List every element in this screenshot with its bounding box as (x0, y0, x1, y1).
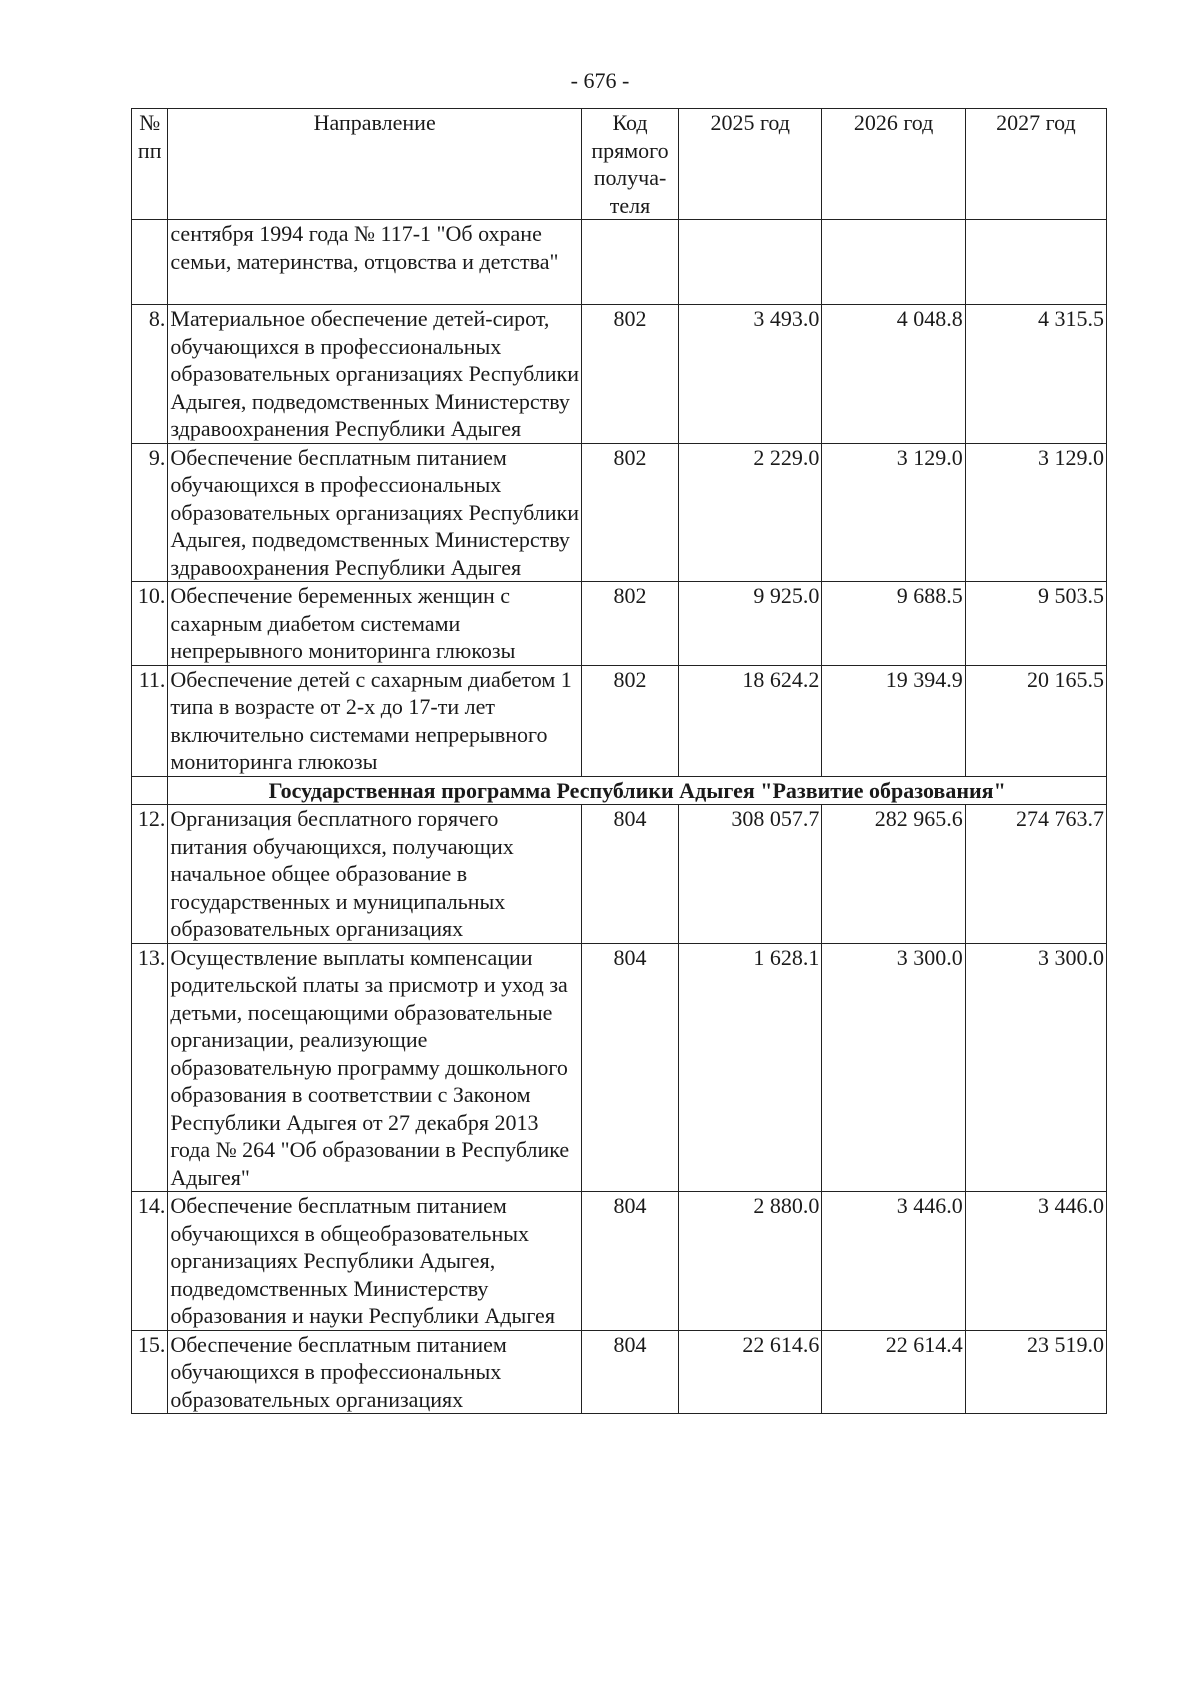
cell-2027: 23 519.0 (965, 1330, 1106, 1414)
header-num: № пп (132, 109, 168, 220)
cell-num (132, 220, 168, 305)
cell-code: 804 (581, 1330, 678, 1414)
cell-num: 11. (132, 665, 168, 776)
section-title: Государственная программа Республики Адыгея "Развитие образования" (168, 776, 1107, 805)
cell-num: 9. (132, 443, 168, 582)
page-number: - 676 - (570, 68, 630, 93)
cell-2027: 4 315.5 (965, 305, 1106, 444)
cell-2026: 282 965.6 (822, 805, 965, 944)
cell-2025: 22 614.6 (679, 1330, 822, 1414)
table-body (132, 220, 1107, 1414)
cell-2026: 22 614.4 (822, 1330, 965, 1414)
cell-num: 14. (132, 1192, 168, 1331)
cell-code: 802 (581, 443, 678, 582)
header-2026: 2026 год (822, 109, 965, 220)
cell-direction: Обеспечение бесплатным питанием обучающихся в профессиональных образовательных организациях (168, 1330, 582, 1414)
cell-direction: Обеспечение детей с сахарным диабетом 1 типа в возрасте от 2-х до 17-ти лет включительно системами непрерывного мониторинга глюкозы (168, 665, 582, 776)
section-row (132, 776, 1107, 805)
cell-num: 13. (132, 943, 168, 1192)
cell-2026: 4 048.8 (822, 305, 965, 444)
cell-2026: 3 300.0 (822, 943, 965, 1192)
cell-2025: 9 925.0 (679, 582, 822, 666)
table-row (132, 443, 1107, 582)
cell-2025: 1 628.1 (679, 943, 822, 1192)
cell-code: 804 (581, 943, 678, 1192)
cell-direction: Осуществление выплаты компенсации родительской платы за присмотр и уход за детьми, посещающими образовательные организации, реализующие образовательную программу дошкольного образования в соответствии с Законом Республики Адыгея от 27 декабря 2013 года № 264 "Об образовании в Республике Адыгея" (168, 943, 582, 1192)
header-direction: Направление (168, 109, 582, 220)
cell-2027: 3 300.0 (965, 943, 1106, 1192)
cell-code: 802 (581, 305, 678, 444)
cell-2027 (965, 220, 1106, 305)
cell-2027: 9 503.5 (965, 582, 1106, 666)
cell-2025: 18 624.2 (679, 665, 822, 776)
cell-code: 804 (581, 1192, 678, 1331)
header-code: Код прямого получа-теля (581, 109, 678, 220)
cell-2025 (679, 220, 822, 305)
cell-direction: Организация бесплатного горячего питания обучающихся, получающих начальное общее образование в государственных и муниципальных образовательных организациях (168, 805, 582, 944)
cell-2025: 2 229.0 (679, 443, 822, 582)
budget-table (131, 108, 1107, 1414)
cell-2027: 3 446.0 (965, 1192, 1106, 1331)
cell-num: 12. (132, 805, 168, 944)
cell-2026 (822, 220, 965, 305)
table-row (132, 1192, 1107, 1331)
cell-2027: 3 129.0 (965, 443, 1106, 582)
cell-2027: 274 763.7 (965, 805, 1106, 944)
table-row (132, 943, 1107, 1192)
table-row (132, 1330, 1107, 1414)
cell-code: 804 (581, 805, 678, 944)
cell-2027: 20 165.5 (965, 665, 1106, 776)
cell-direction: Обеспечение беременных женщин с сахарным диабетом системами непрерывного мониторинга глюкозы (168, 582, 582, 666)
cell-num (132, 776, 168, 805)
cell-code: 802 (581, 582, 678, 666)
table-header-row (132, 109, 1107, 220)
cell-direction: Обеспечение бесплатным питанием обучающихся в профессиональных образовательных организациях Республики Адыгея, подведомственных Министерству здравоохранения Республики Адыгея (168, 443, 582, 582)
cell-2026: 3 446.0 (822, 1192, 965, 1331)
cell-num: 8. (132, 305, 168, 444)
cell-direction: сентября 1994 года № 117-1 "Об охране семьи, материнства, отцовства и детства" (168, 220, 582, 305)
cell-num: 15. (132, 1330, 168, 1414)
cell-num: 10. (132, 582, 168, 666)
cell-2026: 19 394.9 (822, 665, 965, 776)
header-2025: 2025 год (679, 109, 822, 220)
cell-direction: Материальное обеспечение детей-сирот, обучающихся в профессиональных образовательных организациях Республики Адыгея, подведомственных Министерству здравоохранения Республики Адыгея (168, 305, 582, 444)
header-2027: 2027 год (965, 109, 1106, 220)
cell-2025: 308 057.7 (679, 805, 822, 944)
cell-code (581, 220, 678, 305)
cell-direction: Обеспечение бесплатным питанием обучающихся в общеобразовательных организациях Республики Адыгея, подведомственных Министерству образования и науки Республики Адыгея (168, 1192, 582, 1331)
cell-2025: 2 880.0 (679, 1192, 822, 1331)
cell-2025: 3 493.0 (679, 305, 822, 444)
table-row (132, 805, 1107, 944)
cell-code: 802 (581, 665, 678, 776)
table-row-continuation (132, 220, 1107, 305)
table-row (132, 305, 1107, 444)
cell-2026: 3 129.0 (822, 443, 965, 582)
table-row (132, 582, 1107, 666)
cell-2026: 9 688.5 (822, 582, 965, 666)
table-row (132, 665, 1107, 776)
